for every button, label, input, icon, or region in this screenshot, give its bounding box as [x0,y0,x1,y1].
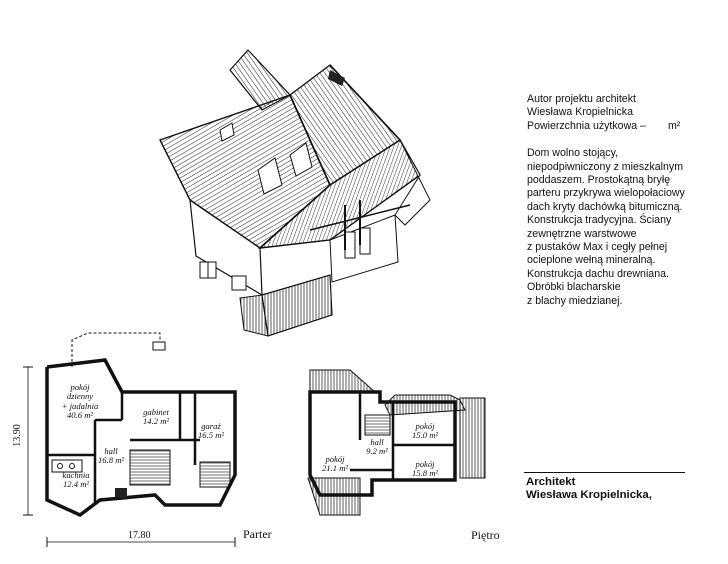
room-label-pokoj-1 [405,422,445,441]
description-line: z blachy miedzianej. [527,294,623,307]
room-area: 15.8 m² [412,468,438,479]
room-area: 16.5 m² [198,430,224,441]
description-line: Konstrukcja tradycyjna. Ściany [527,214,672,227]
room-label-kuchnia [54,471,98,490]
room-name: garaż [201,421,221,431]
room-name: pokój [415,459,435,469]
parter-label: Parter [243,527,272,541]
architect-block [526,476,652,502]
room-name: pokój [325,454,345,464]
description-line: dach kryty dachówką bitumiczną. [527,200,683,213]
room-name: dzienny [66,391,94,402]
room-name: kuchnia [62,470,90,480]
usable-area [527,120,727,133]
description-line: Dom wolno stojący, [527,147,619,160]
room-name: hall [370,437,384,447]
room-label-pokoj-dzienny [55,383,105,421]
room-label-garaz [195,422,227,441]
description-line: Konstrukcja dachu drewniana. [527,267,669,280]
signature-rule [524,472,685,473]
room-name: gabinet [143,407,169,417]
description-line: niepodpiwniczony z mieszkalnym [527,160,684,173]
room-label-gabinet [134,408,178,427]
description-line: Obróbki blacharskie [527,281,621,294]
room-name: pokój [415,421,435,431]
author-name: Wiesława Kropielnicka [527,106,633,119]
architect-name: Wiesława Kropielnicka, [526,489,652,501]
room-area: 40.6 m² [67,410,93,421]
parter-height-dimension: 13.90 [11,424,23,447]
description-line: ocieplone wełną mineralną. [527,254,656,267]
room-area: 12.4 m² [63,479,89,490]
room-name: hall [104,446,118,456]
description-line: z pustaków Max i cegły pełnej [527,241,668,254]
room-label-hall-pietro [362,438,392,457]
room-area: 14.2 m² [143,416,169,427]
room-name: + jadalnia [61,400,99,411]
parter-width-dimension: 17.80 [128,530,151,541]
room-label-pokoj-3 [315,455,355,474]
room-label-hall [96,447,126,466]
usable-area-label: Powierzchnia użytkowa – [527,119,646,132]
description-line: poddaszem. Prostokątną bryłę [527,174,671,187]
project-description [527,93,727,308]
description-line: zewnętrzne warstwowe [527,227,637,240]
room-label-pokoj-2 [405,460,445,479]
usable-area-unit: m² [667,119,681,132]
room-area: 16.8 m² [98,455,124,466]
author-label: Autor projektu architekt [527,93,636,105]
room-area: 21.1 m² [322,463,348,474]
pietro-label: Piętro [471,528,500,542]
room-area: 9.2 m² [366,446,388,457]
room-name: pokój [70,382,90,392]
room-area: 15.0 m² [412,430,438,441]
architect-title: Architekt [526,476,576,488]
description-line: parteru przykrywa wielopołaciowy [527,187,685,200]
